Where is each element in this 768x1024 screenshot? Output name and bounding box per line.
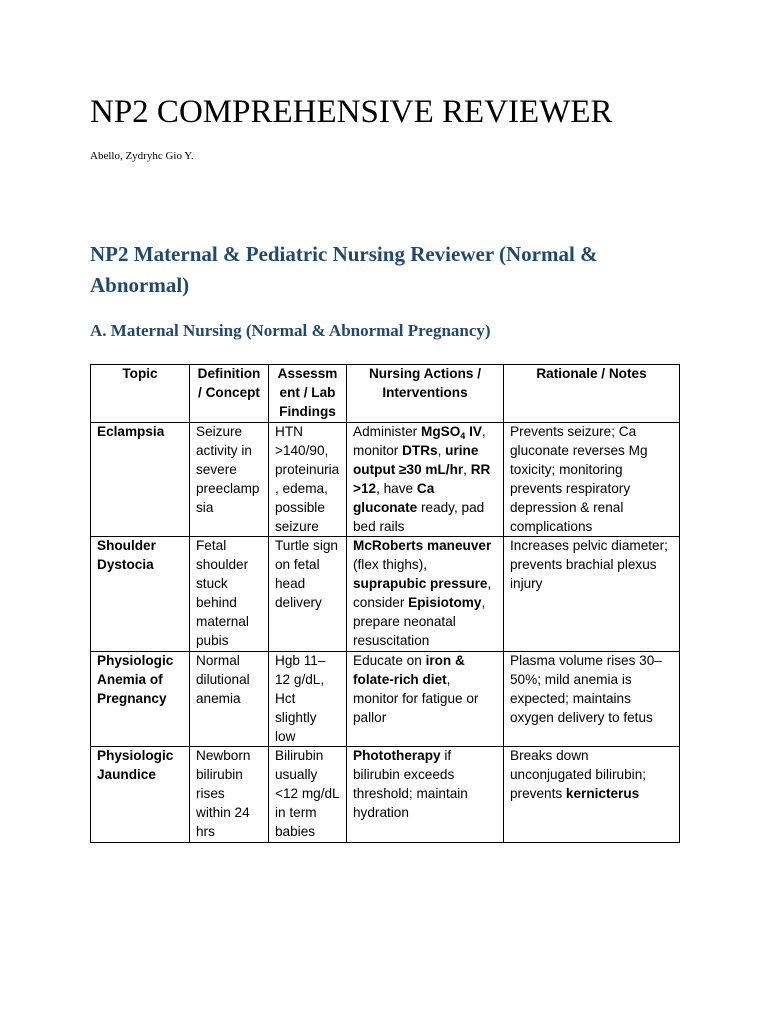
table-header-row — [91, 365, 680, 423]
header-definition: Definition / Concept — [190, 365, 269, 423]
cell-topic: Shoulder Dystocia — [91, 537, 190, 651]
cell-assessment: Turtle sign on fetal head delivery — [269, 537, 347, 651]
header-actions: Nursing Actions / Interventions — [347, 365, 504, 423]
cell-actions: Educate on iron & folate-rich diet, monitor for fatigue or pallor — [347, 651, 504, 747]
cell-rationale: Prevents seizure; Ca gluconate reverses Mg toxicity; monitoring prevents respiratory depression & renal complications — [504, 423, 680, 537]
table-row — [91, 747, 680, 843]
table-row — [91, 423, 680, 537]
cell-actions: Phototherapy if bilirubin exceeds threshold; maintain hydration — [347, 747, 504, 843]
table-row — [91, 537, 680, 651]
cell-definition: Normal dilutional anemia — [190, 651, 269, 747]
sub-heading: A. Maternal Nursing (Normal & Abnormal Pregnancy) — [90, 321, 491, 340]
cell-assessment: HTN >140/90, proteinuria, edema, possible seizure — [269, 423, 347, 537]
cell-definition: Fetal shoulder stuck behind maternal pubis — [190, 537, 269, 651]
cell-topic: Eclampsia — [91, 423, 190, 537]
cell-definition: Seizure activity in severe preeclampsia — [190, 423, 269, 537]
cell-rationale: Increases pelvic diameter; prevents brachial plexus injury — [504, 537, 680, 651]
header-rationale: Rationale / Notes — [504, 365, 680, 423]
section-heading: NP2 Maternal & Pediatric Nursing Reviewer (Normal & Abnormal) — [90, 242, 598, 297]
header-assessment: Assessment / Lab Findings — [269, 365, 347, 423]
cell-actions: Administer MgSO$_4$ IV, monitor DTRs, urine output ≥30 mL/hr, RR >12, have Ca gluconate ready, pad bed rails — [347, 423, 504, 537]
cell-assessment: Hgb 11–12 g/dL, Hct slightly low — [269, 651, 347, 747]
review-table — [90, 364, 680, 843]
cell-rationale: Breaks down unconjugated bilirubin; prevents kernicterus — [504, 747, 680, 843]
author-name: Abello, Zydryhc Gio Y. — [90, 150, 194, 162]
cell-definition: Newborn bilirubin rises within 24 hrs — [190, 747, 269, 843]
cell-actions: McRoberts maneuver (flex thighs), suprapubic pressure, consider Episiotomy, prepare neonatal resuscitation — [347, 537, 504, 651]
cell-topic: Physiologic Anemia of Pregnancy — [91, 651, 190, 747]
cell-rationale: Plasma volume rises 30–50%; mild anemia is expected; maintains oxygen delivery to fetus — [504, 651, 680, 747]
header-topic: Topic — [91, 365, 190, 423]
cell-assessment: Bilirubin usually <12 mg/dL in term babies — [269, 747, 347, 843]
table-row — [91, 651, 680, 747]
cell-topic: Physiologic Jaundice — [91, 747, 190, 843]
document-title: NP2 COMPREHENSIVE REVIEWER — [90, 94, 613, 130]
